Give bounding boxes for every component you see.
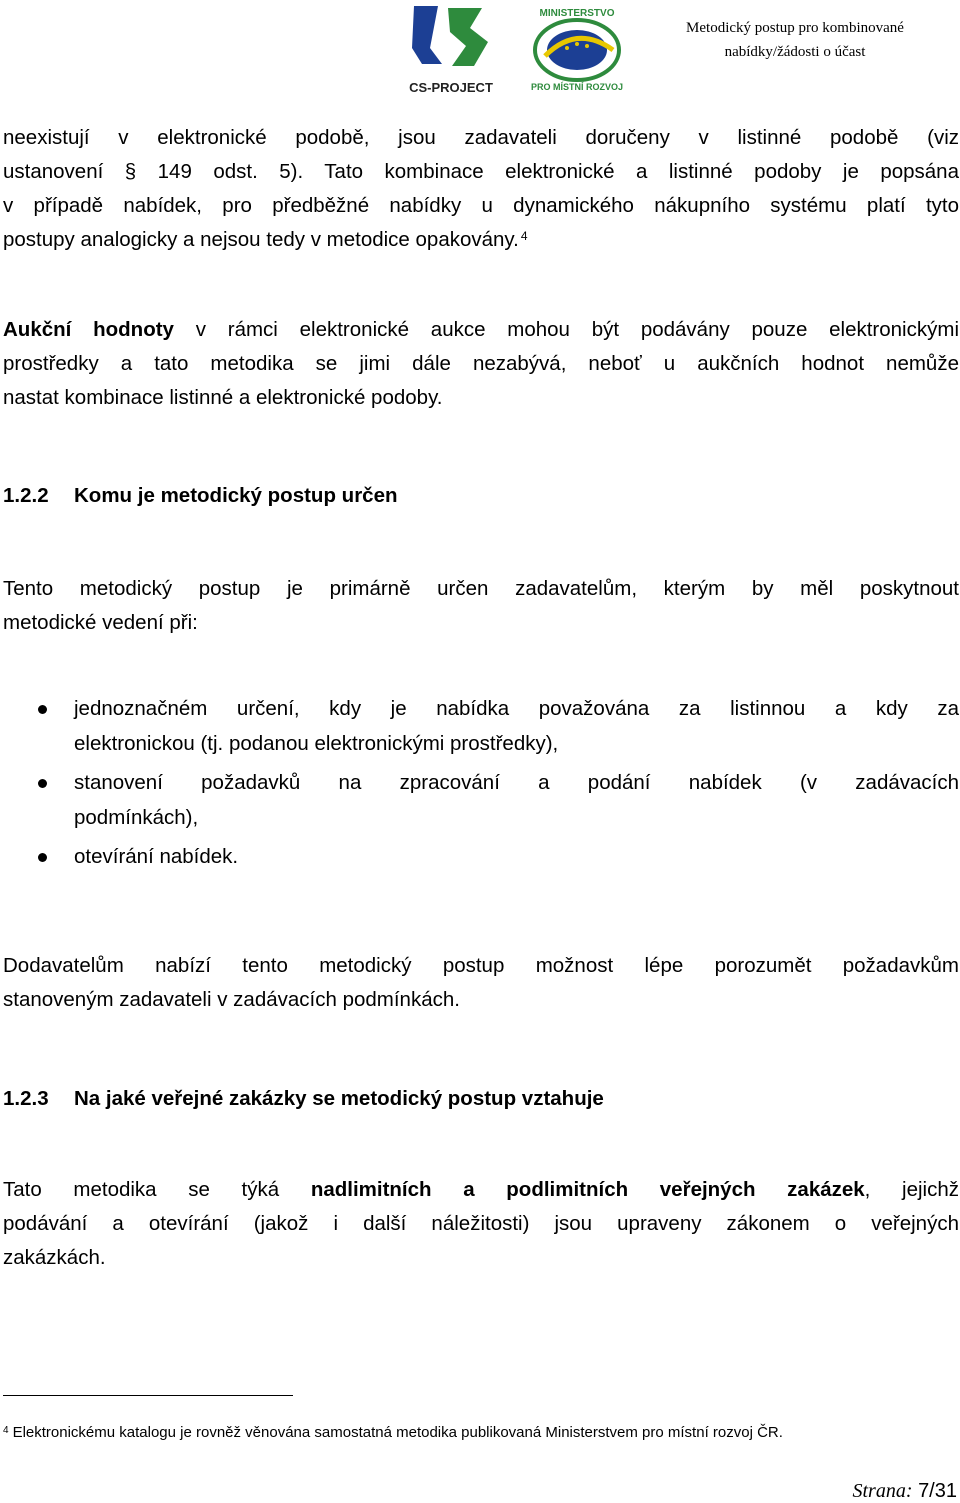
list-item <box>3 765 959 835</box>
paragraph-line: metodické vedení při: <box>3 611 198 634</box>
footnote-number: 4 <box>3 1425 9 1436</box>
footnote <box>3 1423 783 1443</box>
paragraph-line: podávání a otevírání (jakož i další náležitosti) jsou upraveny zákonem o veřejných <box>3 1212 959 1235</box>
paragraph-line-text: v rámci elektronické aukce mohou být podávány pouze elektronickými <box>173 318 959 341</box>
bold-term: Aukční hodnoty <box>3 318 174 341</box>
page-number-value: 7/31 <box>918 1480 957 1502</box>
svg-text:PRO MÍSTNÍ ROZVOJ: PRO MÍSTNÍ ROZVOJ <box>530 82 624 92</box>
paragraph-line: neexistují v elektronické podobě, jsou zadavateli doručeny v listinné podobě (viz <box>3 126 959 149</box>
document-title-line1: Metodický postup pro kombinované <box>686 20 904 36</box>
section-title: Na jaké veřejné zakázky se metodický postup vztahuje <box>74 1087 604 1110</box>
paragraph-line-text: postupy analogicky a nejsou tedy v metodice opakovány. <box>3 228 519 251</box>
svg-text:CS-PROJECT: CS-PROJECT <box>409 80 493 95</box>
footnote-separator <box>3 1395 293 1396</box>
list-item-line: jednoznačném určení, kdy je nabídka považována za listinnou a kdy za <box>74 697 959 720</box>
page-header <box>0 0 960 100</box>
svg-text:MINISTERSTVO: MINISTERSTVO <box>539 8 615 19</box>
paragraph-line: zakázkách. <box>3 1246 106 1269</box>
paragraph-target-audience <box>3 572 959 640</box>
list-item-line: podmínkách), <box>74 806 199 829</box>
paragraph-line: Tento metodický postup je primárně určen zadavatelům, kterým by měl poskytnout <box>3 577 959 600</box>
paragraph-line <box>3 313 959 347</box>
paragraph-auction-values <box>3 313 959 415</box>
page-number-label: Strana: <box>852 1480 913 1502</box>
list-item-line: stanovení požadavků na zpracování a podání nabídek (v zadávacích <box>74 771 959 794</box>
list-item-line: otevírání nabídek. <box>74 845 239 868</box>
section-title: Komu je metodický postup určen <box>74 484 398 507</box>
list-item <box>3 691 959 761</box>
document-title-line2: nabídky/žádosti o účast <box>724 44 866 60</box>
section-number: 1.2.2 <box>3 484 49 507</box>
paragraph-line: nastat kombinace listinné a elektronické podoby. <box>3 386 443 409</box>
bullet-icon <box>38 853 47 862</box>
paragraph-scope <box>3 1173 959 1275</box>
bullet-list <box>3 691 959 874</box>
footnote-reference[interactable]: 4 <box>520 229 528 243</box>
paragraph-line: ustanovení § 149 odst. 5). Tato kombinace elektronické a listinné podoby je popsána <box>3 160 959 183</box>
paragraph-line <box>3 1173 959 1207</box>
section-number: 1.2.3 <box>3 1087 49 1110</box>
bullet-icon <box>38 705 47 714</box>
footnote-text: Elektronickému katalogu je rovněž věnována samostatná metodika publikovaná Ministerstvem pro místní rozvoj ČR. <box>12 1424 783 1441</box>
paragraph-line: stanoveným zadavateli v zadávacích podmínkách. <box>3 988 460 1011</box>
section-heading-1-2-3 <box>3 1087 604 1111</box>
page-number <box>853 1480 958 1503</box>
document-title <box>660 16 930 64</box>
paragraph-intro <box>3 121 959 257</box>
paragraph-line: v případě nabídek, pro předběžné nabídky u dynamického nákupního systému platí tyto <box>3 194 959 217</box>
paragraph-suppliers <box>3 949 959 1017</box>
paragraph-line <box>3 223 959 257</box>
bullet-icon <box>38 779 47 788</box>
cs-project-logo <box>408 2 494 98</box>
list-item <box>3 839 959 874</box>
ministry-logo <box>517 4 637 92</box>
list-item-line: elektronickou (tj. podanou elektronickými prostředky), <box>74 732 559 755</box>
paragraph-line-text: , jejichž <box>864 1178 959 1201</box>
section-heading-1-2-2 <box>3 484 398 508</box>
paragraph-line: Dodavatelům nabízí tento metodický postup možnost lépe porozumět požadavkům <box>3 954 959 977</box>
bold-term: nadlimitních a podlimitních veřejných zakázek <box>310 1178 865 1201</box>
paragraph-line-text: Tato metodika se týká <box>3 1178 311 1201</box>
paragraph-line: prostředky a tato metodika se jimi dále nezabývá, neboť u aukčních hodnot nemůže <box>3 352 959 375</box>
